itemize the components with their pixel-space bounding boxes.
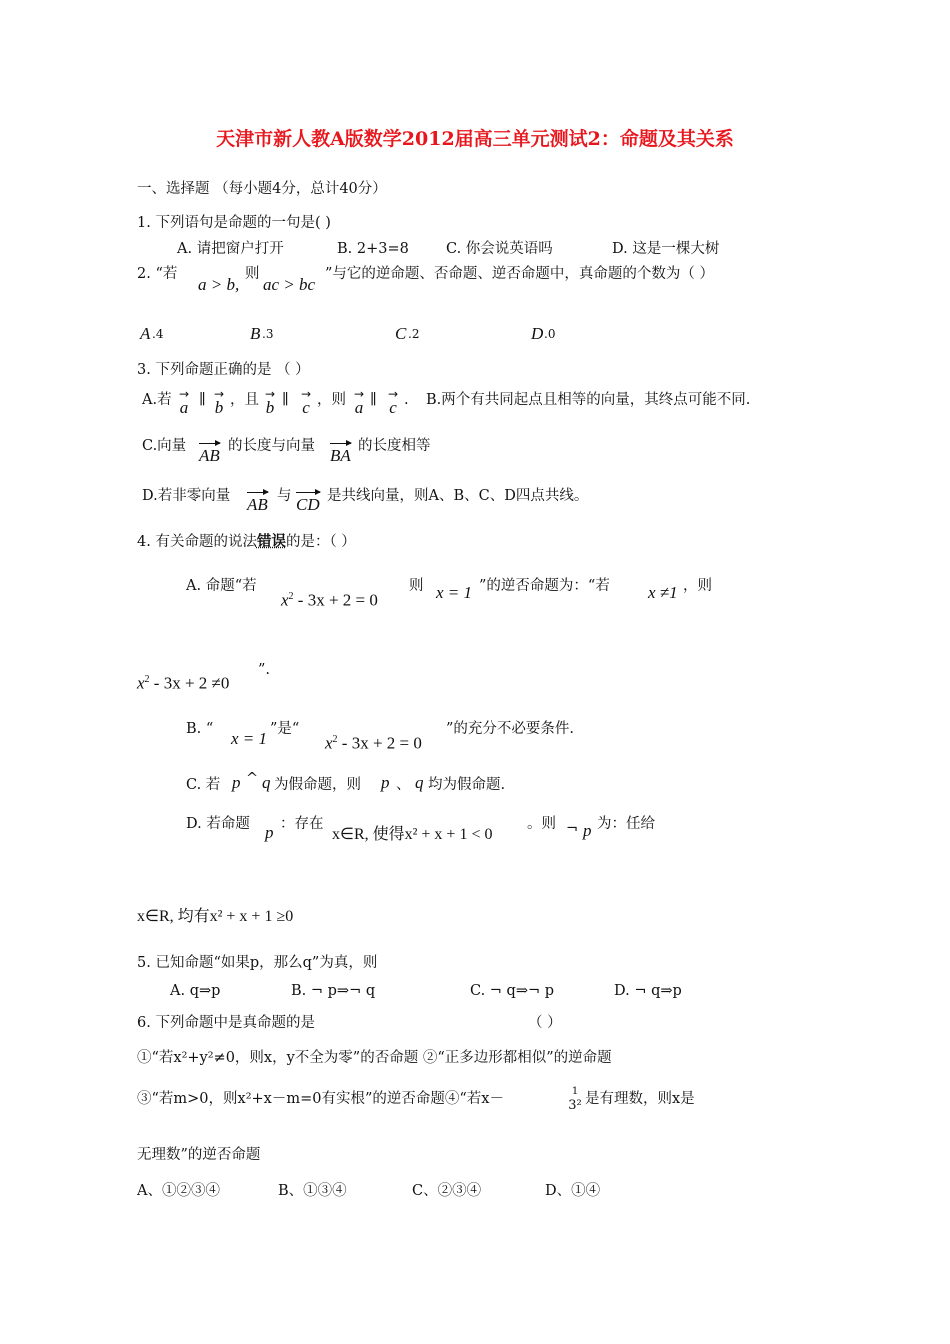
q4-d-end: 为：任给	[597, 816, 655, 832]
q3-parallel-2: ∥	[282, 392, 289, 408]
q4-b-prefix: B. “	[186, 721, 214, 737]
q4-a-line2-expr: $x^2 - 3x + 2 \ne 0$	[137, 673, 230, 693]
q3-c-middle: 的长度与向量	[228, 438, 315, 454]
q2-option-c-value: .2	[408, 327, 420, 341]
vector-arrow-icon: →	[388, 387, 399, 401]
q4-c-q: q	[262, 773, 271, 792]
q3-d-end: 是共线向量，则A、B、C、D四点共线。	[327, 488, 589, 504]
q4-a-x-equals-1: x = 1	[436, 583, 473, 602]
q4-c-middle: 为假命题，则	[274, 777, 361, 793]
vector-arrow-icon: →	[354, 387, 365, 401]
q4-d-p: p	[265, 823, 274, 842]
q6-fraction: 1 3²	[568, 1086, 582, 1113]
q4-a-then: 则	[409, 578, 424, 594]
vector-arrow-icon: →	[179, 387, 190, 401]
q3-parallel-3: ∥	[370, 392, 377, 408]
q4-c-sep: 、	[396, 777, 411, 793]
q4-d-prefix: D. 若命题	[186, 816, 250, 832]
vector-arrow-icon: →	[301, 387, 312, 401]
vector-arrow-icon	[296, 492, 320, 493]
q4-d-colon: ：存在	[280, 816, 324, 832]
q2-option-d-letter: D	[531, 324, 544, 343]
q2-option-b-letter: B	[250, 324, 261, 343]
q3-a-prefix: A.若	[142, 392, 172, 408]
q6-line3: 无理数”的逆否命题	[137, 1147, 261, 1163]
q3-parallel-1: ∥	[199, 392, 206, 408]
q2-conclusion: ac > bc	[263, 275, 316, 294]
q5-stem: 5. 已知命题“如果p，那么q”为真，则	[137, 955, 378, 971]
q3-stem: 3. 下列命题正确的是 （ ）	[137, 362, 310, 378]
q4-d-then: 。则	[527, 816, 556, 832]
q3-then: ，则	[317, 392, 346, 408]
q2-condition: a > b,	[198, 275, 240, 294]
vector-BA: BA	[330, 443, 351, 465]
vector-b: → b	[265, 387, 276, 417]
q6-option-d: D、①④	[545, 1183, 601, 1199]
vector-AB: AB	[199, 443, 220, 465]
q5-option-b: B. ¬ p⇒¬ q	[291, 983, 376, 999]
q3-c-end: 的长度相等	[358, 438, 431, 454]
q1-option-b: B. 2+3=8	[337, 241, 409, 257]
q4-d-expr: x∈R, 使得x² + x + 1 < 0	[332, 826, 493, 843]
vector-arrow-icon	[247, 492, 268, 493]
vector-c: → c	[301, 387, 312, 417]
q4-a-middle: ”的逆否命题为：“若	[479, 578, 610, 594]
section-heading: 一、选择题 （每小题4分，总计40分）	[137, 181, 387, 197]
q4-c-end: 均为假命题.	[428, 777, 506, 793]
q4-d-p2: p	[583, 821, 592, 840]
emphasis-wrong: 错误	[256, 533, 286, 550]
q6-option-c: C、②③④	[412, 1183, 482, 1199]
q6-stem: 6. 下列命题中是真命题的是	[137, 1015, 315, 1031]
q2-stem-end: ”与它的逆命题、否命题、逆否命题中，真命题的个数为（ ）	[325, 266, 715, 282]
q3-d-middle: 与	[277, 488, 292, 504]
q1-option-d: D. 这是一棵大树	[612, 241, 720, 257]
q4-stem: 4. 有关命题的说法错误的是：（ ）	[137, 533, 356, 550]
q1-stem: 1. 下列语句是命题的一句是( )	[137, 215, 331, 231]
vector-arrow-icon: →	[214, 387, 225, 401]
vector-a: → a	[354, 387, 365, 417]
q4-c-and: ^	[246, 771, 259, 787]
q5-option-a: A. q⇒p	[170, 983, 221, 999]
q3-c-prefix: C.向量	[142, 438, 187, 454]
q6-line2: ③“若m>0，则x²+x－m=0有实根”的逆否命题④“若x－	[137, 1091, 504, 1107]
q6-bracket: （ ）	[528, 1015, 562, 1031]
q5-option-c: C. ¬ q⇒¬ p	[470, 983, 555, 999]
q4-b-end: ”的充分不必要条件.	[446, 721, 575, 737]
q3-option-b: B.两个有共同起点且相等的向量，其终点可能不同.	[426, 392, 751, 408]
vector-AB: AB	[247, 492, 268, 514]
vector-arrow-icon	[199, 443, 220, 444]
q2-option-a-value: .4	[152, 327, 164, 341]
q6-line1: ①“若x²+y²≠0，则x，y不全为零”的否命题 ②“正多边形都相似”的逆命题	[137, 1050, 612, 1066]
q3-and: ，且	[230, 392, 259, 408]
q4-a-expr: $x^2 - 3x + 2 = 0$	[281, 590, 378, 610]
q4-d-not: ¬	[566, 821, 579, 837]
q4-c-p: p	[232, 773, 241, 792]
q4-d-line2: x∈R, 均有x² + x + 1 ≥0	[137, 908, 294, 925]
q4-a-then-2: ，则	[683, 578, 712, 594]
q1-option-a: A. 请把窗户打开	[177, 241, 284, 257]
q2-then: 则	[245, 266, 260, 282]
q4-a-prefix: A. 命题“若	[186, 578, 257, 594]
q4-b-middle: ”是“	[270, 721, 300, 737]
q4-c-p2: p	[381, 773, 390, 792]
vector-b: → b	[214, 387, 225, 417]
vector-c: → c	[388, 387, 399, 417]
q4-c-prefix: C. 若	[186, 777, 221, 793]
q2-option-c-letter: C	[395, 324, 407, 343]
q4-a-line2-end: ”.	[258, 662, 271, 678]
q5-option-d: D. ¬ q⇒p	[614, 983, 682, 999]
q2-stem-start: 2. “若	[137, 266, 178, 282]
q3-d-prefix: D.若非零向量	[142, 488, 231, 504]
page-title: 天津市新人教A版数学2012届高三单元测试2：命题及其关系	[216, 128, 734, 150]
vector-CD: CD	[296, 492, 320, 514]
q2-option-d-value: .0	[544, 327, 556, 341]
q2-option-b-value: .3	[262, 327, 274, 341]
q4-c-q2: q	[415, 773, 424, 792]
vector-arrow-icon	[330, 443, 351, 444]
vector-arrow-icon: →	[265, 387, 276, 401]
q1-option-c: C. 你会说英语吗	[446, 241, 553, 257]
q4-b-expr: $x^2 - 3x + 2 = 0$	[325, 733, 422, 753]
q2-option-a-letter: A	[140, 324, 151, 343]
q4-a-x-not-1: x ≠1	[648, 583, 678, 602]
q6-option-b: B、①③④	[278, 1183, 347, 1199]
q3-a-end: .	[404, 392, 409, 408]
q6-option-a: A、①②③④	[137, 1183, 220, 1199]
q4-b-x-equals-1: x = 1	[231, 729, 268, 748]
vector-a: → a	[179, 387, 190, 417]
q6-line2-end: 是有理数，则x是	[585, 1091, 695, 1107]
